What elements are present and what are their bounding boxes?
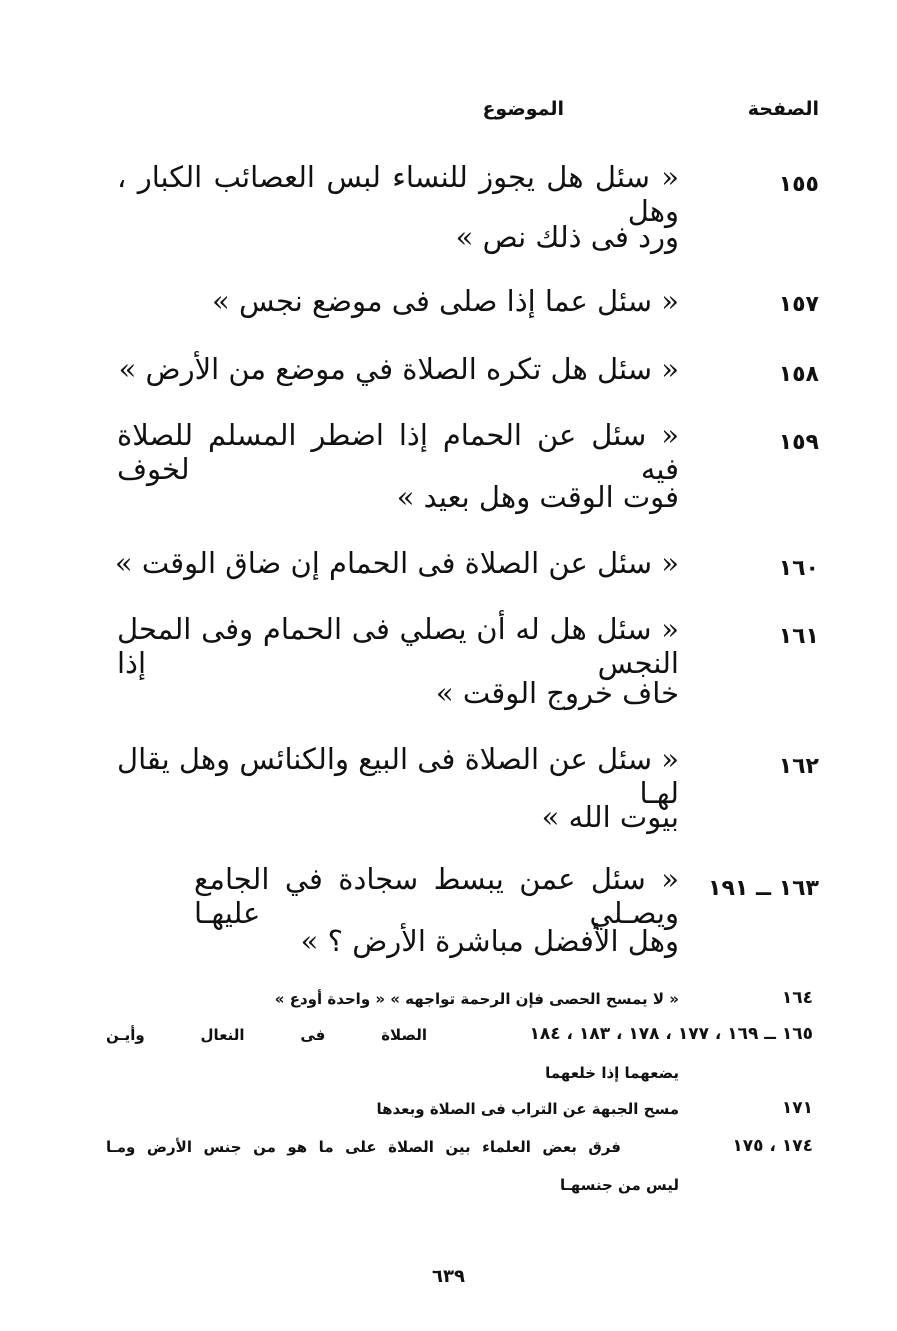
entry-text: « سئل هل تكره الصلاة في موضع من الأرض » [118, 352, 679, 386]
small-entry-text: فرق بعض العلماء بين الصلاة على ما هو من جنس الأرض ومـا [106, 1138, 621, 1156]
entry-page-number: ١٥٥ [778, 172, 819, 197]
entry-page-range: ١٦٣ ــ ١٩١ [708, 876, 819, 901]
small-entry-text: مسح الجبهة عن التراب فى الصلاة وبعدها [376, 1100, 679, 1118]
entry-text-continued: وهل الأفضل مباشرة الأرض ؟ » [300, 924, 679, 958]
small-entry-text: الصلاة فى النعال وأيـن [106, 1026, 427, 1044]
small-entry-page-list: ١٦٥ ــ ١٦٩ ، ١٧٧ ، ١٧٨ ، ١٨٣ ، ١٨٤ [529, 1024, 813, 1044]
small-entry-page-number: ١٧١ [781, 1098, 813, 1118]
entry-page-number: ١٥٩ [778, 430, 819, 455]
page-number-footer: ٦٣٩ [432, 1266, 465, 1287]
entry-page-number: ١٦٠ [778, 556, 819, 581]
entry-text-continued: بيوت الله » [541, 800, 679, 834]
entry-text: « سئل هل يجوز للنساء لبس العصائب الكبار ، وهل [117, 160, 679, 228]
entry-text: « سئل عن الحمام إذا اضطر المسلم للصلاة فيه لخوف [117, 418, 679, 486]
entry-text: « سئل عن الصلاة فى البيع والكنائس وهل يقال لهـا [117, 742, 679, 810]
entry-text-continued: ورد فى ذلك نص » [455, 220, 679, 254]
small-entry-page-number: ١٦٤ [781, 988, 813, 1008]
entry-text: « سئل عمن يبسط سجادة في الجامع ويصـلي عليهـا [194, 862, 679, 930]
entry-text-continued: فوت الوقت وهل بعيد » [396, 480, 679, 514]
page-column-header: الصفحة [747, 98, 819, 120]
entry-text: « سئل عن الصلاة فى الحمام إن ضاق الوقت » [114, 546, 679, 580]
entry-page-number: ١٥٨ [778, 362, 819, 387]
entry-page-number: ١٥٧ [778, 292, 819, 317]
entry-page-number: ١٦١ [778, 624, 819, 649]
entry-page-number: ١٦٢ [778, 754, 819, 779]
small-entry-text: « لا يمسح الحصى فإن الرحمة تواجهه » « واحدة أودع » [274, 990, 679, 1008]
small-entry-text-continued: يضعهما إذا خلعهما [545, 1064, 679, 1082]
topic-column-header: الموضوع [482, 98, 564, 120]
small-entry-text-continued: ليس من جنسهـا [559, 1176, 679, 1194]
small-entry-page-list: ١٧٤ ، ١٧٥ [732, 1136, 813, 1156]
entry-text: « سئل هل له أن يصلي فى الحمام وفى المحل النجس إذا [117, 612, 679, 680]
entry-text: « سئل عما إذا صلى فى موضع نجس » [212, 284, 679, 318]
entry-text-continued: خاف خروج الوقت » [435, 676, 679, 710]
